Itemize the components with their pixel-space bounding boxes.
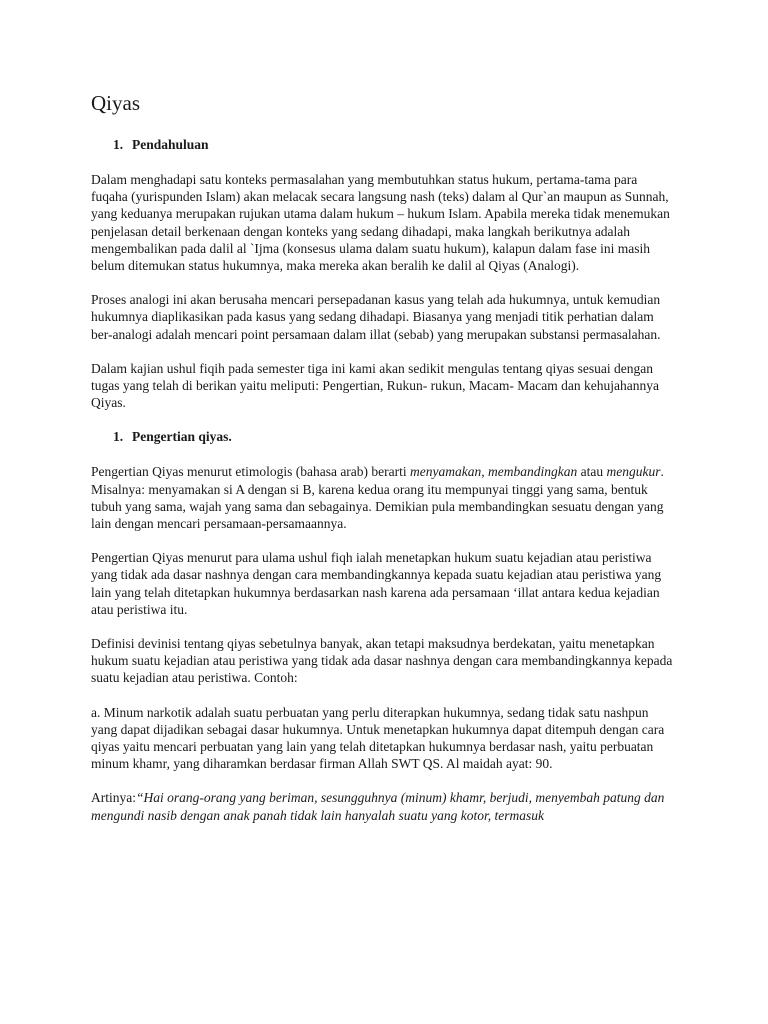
section-heading-pendahuluan (91, 136, 676, 153)
section-heading-pengertian (91, 428, 676, 445)
section-heading-text: Pendahuluan (132, 137, 209, 152)
italic-text: “Hai orang-orang yang beriman, sesungguhnya (minum) khamr, berjudi, menyembah patung dan mengundi nasib dengan anak panah tidak lain hanyalah suatu yang kotor, termasuk (91, 790, 665, 823)
italic-text: menyamakan, membandingkan (410, 464, 578, 480)
paragraph: Pengertian Qiyas menurut para ulama ushul fiqh ialah menetapkan hukum suatu kejadian atau peristiwa yang tidak ada dasar nashnya dengan cara membandingkannya kepada suatu kejadian atau peristiwa yang lain yang telah ditetapkan hukumnya berdasarkan nash karena ada persamaan ‘illat antara kedua kejadian atau peristiwa itu. (91, 550, 662, 617)
section-number: 1. (113, 429, 124, 445)
paragraph: Proses analogi ini akan berusaha mencari persepadanan kasus yang telah ada hukumnya, untuk kemudian hukumnya diaplikasikan pada kasus yang sedang dihadapi. Biasanya yang menjadi titik perhatian dalam ber-analogi adalah mencari point persamaan dalam illat (sebab) yang merupakan substansi permasalahan. (91, 292, 661, 342)
paragraph: a. Minum narkotik adalah suatu perbuatan yang perlu diterapkan hukumnya, sedang tidak satu nashpun yang dapat dijadikan sebagai dasar hukumnya. Untuk menetapkan hukumnya dapat ditempuh dengan cara qiyas yaitu mencari perbuatan yang lain yang telah ditetapkan hukumnya berdasar nash, yaitu perbuatan minum khamr, yang diharamkan berdasar firman Allah SWT QS. Al maidah ayat: 90. (91, 704, 665, 772)
paragraph: Dalam kajian ushul fiqih pada semester tiga ini kami akan sedikit mengulas tentang qiyas sesuai dengan tugas yang telah di berikan yaitu meliputi: Pengertian, Rukun- rukun, Macam- Macam dan kehujahannya Qiyas. (91, 360, 659, 411)
paragraph (91, 463, 676, 532)
paragraph: Definisi devinisi tentang qiyas sebetulnya banyak, akan tetapi maksudnya berdekatan, yaitu menetapkan hukum suatu kejadian atau peristiwa yang tidak ada dasar nashnya dengan cara membandingkannya kepada suatu kejadian atau peristiwa. Contoh: (91, 636, 673, 686)
paragraph: Dalam menghadapi satu konteks permasalahan yang membutuhkan status hukum, pertama-tama para fuqaha (yurispunden Islam) akan melacak secara langsung nash (teks) dalam al Qur`an maupun as Sunnah, yang keduanya merupakan rujukan utama dalam hukum – hukum Islam. Apabila mereka tidak menemukan penjelasan detail berkenaan dengan konteks yang sedang dihadapi, maka langkah berikutnya adalah mengembalikan pada dalil al `Ijma (konsesus ulama dalam suatu hukum), kalapun dalam fase ini masih belum ditemukan status hukumnya, maka mereka akan beralih ke dalil al Qiyas (Analogi). (91, 172, 670, 274)
document-title: Qiyas (91, 91, 140, 115)
text-run: atau (577, 464, 607, 480)
section-heading-text: Pengertian qiyas. (132, 429, 232, 445)
text-run: Artinya: (91, 790, 136, 806)
text-run: Pengertian Qiyas menurut etimologis (bahasa arab) berarti (91, 464, 411, 480)
paragraph (91, 789, 676, 823)
text-run: . Misalnya: menyamakan si A dengan si B, karena kedua orang itu mempunyai tinggi yang sama, bentuk tubuh yang sama, wajah yang sama dan sebagainya. Demikian pula membandingkan sesuatu dengan yang lain dengan mencari persamaan-persamaannya. (91, 464, 664, 532)
document-page (91, 88, 676, 841)
section-number: 1. (113, 137, 124, 152)
italic-text: mengukur (606, 464, 661, 480)
